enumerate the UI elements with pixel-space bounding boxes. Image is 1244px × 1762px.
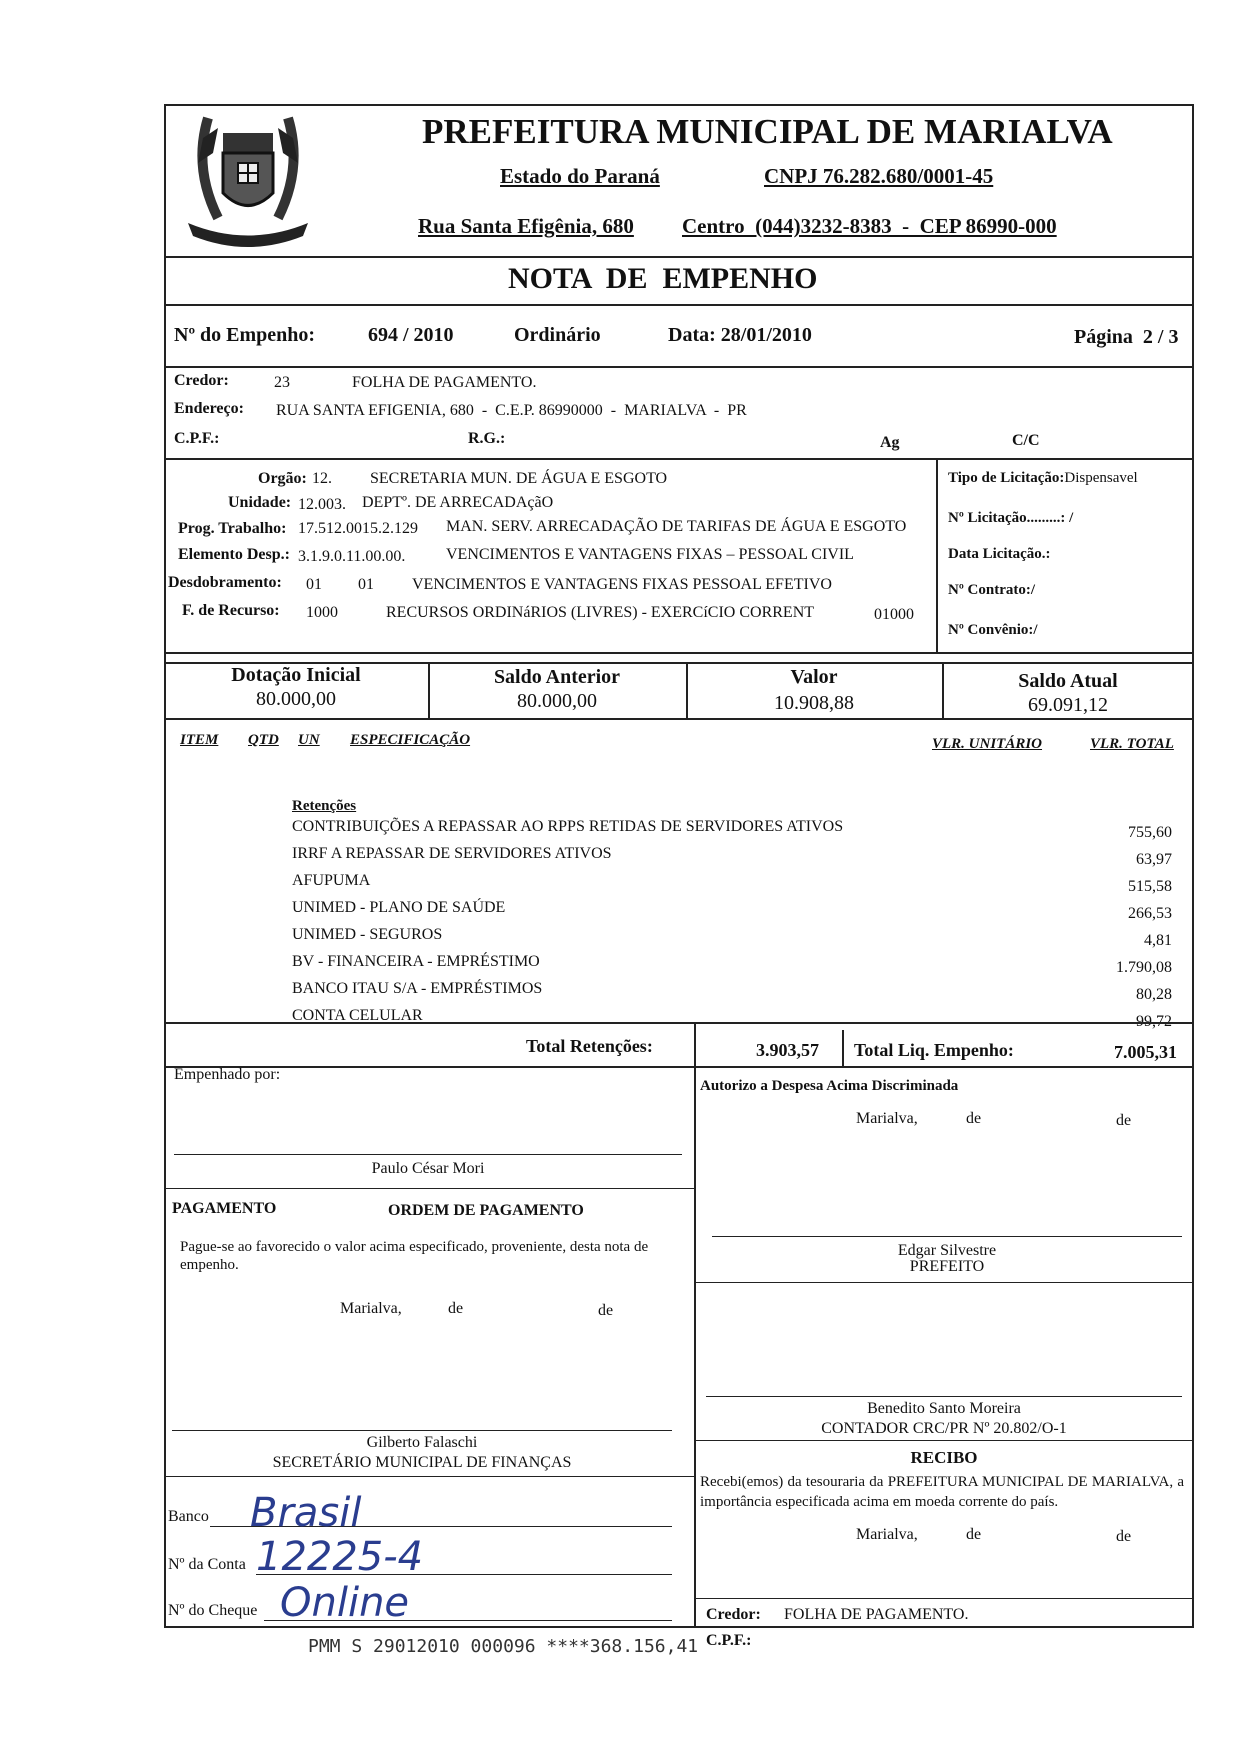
prog-desc: MAN. SERV. ARRECADAÇÃO DE TARIFAS DE ÁGUA E ESGOTO (446, 518, 907, 535)
signature-line (706, 1396, 1182, 1397)
retencoes-heading: Retenções (292, 798, 357, 814)
valor-label: Valor (790, 666, 838, 688)
elemento-desc: VENCIMENTOS E VANTAGENS FIXAS – PESSOAL CIVIL (446, 546, 854, 563)
date-de-2: de (1116, 1528, 1132, 1545)
list-item: AFUPUMA 515,58 (292, 872, 1172, 895)
numero-convenio: Nº Convênio:/ (948, 622, 1038, 638)
divider (164, 1476, 694, 1477)
signature-line (172, 1430, 672, 1431)
empenho-number-label: Nº do Empenho: (174, 324, 316, 346)
address-details: Centro (044)3232-8383 - CEP 86990-000 (682, 214, 1057, 238)
total-retencoes-value: 3.903,57 (756, 1040, 819, 1060)
credor-label: Credor: (174, 372, 229, 389)
tipo-licitacao-label: Tipo de Licitação:Dispensavel (948, 470, 1138, 486)
unidade-code: 12.003. (298, 496, 346, 513)
orgao-code: 12. (312, 470, 332, 487)
orgao-desc: SECRETARIA MUN. DE ÁGUA E ESGOTO (370, 470, 668, 487)
total-liquido-value: 7.005,31 (1114, 1042, 1177, 1062)
gilberto-name: Gilberto Falaschi (366, 1434, 478, 1451)
document-title: NOTA DE EMPENHO (508, 262, 818, 295)
signature-line (174, 1154, 682, 1155)
col-qtd: QTD (248, 732, 279, 748)
divider (164, 1066, 1194, 1068)
ag-label: Ag (880, 434, 900, 451)
edgar-name: Edgar Silvestre (897, 1242, 997, 1259)
pague-se-text: Pague-se ao favorecido o valor acima especificado, proveniente, desta nota de empenho. (180, 1239, 649, 1273)
divider (164, 1188, 694, 1189)
pagamento-label: PAGAMENTO (172, 1200, 277, 1217)
data-licitacao: Data Licitação.: (948, 546, 1051, 562)
fonte-label: F. de Recurso: (182, 602, 280, 619)
divider (694, 1282, 1194, 1283)
date-de-2: de (1116, 1112, 1132, 1129)
divider (164, 366, 1194, 368)
divider (164, 256, 1194, 258)
contador-title: CONTADOR CRC/PR Nº 20.802/O-1 (821, 1420, 1067, 1437)
fonte-desc: RECURSOS ORDINáRIOS (LIVRES) - EXERCíCIO CORRENT (386, 604, 815, 621)
col-vlr-total: VLR. TOTAL (1090, 736, 1174, 752)
credor-address: RUA SANTA EFIGENIA, 680 - C.E.P. 86990000 - MARIALVA - PR (276, 402, 747, 419)
prog-code: 17.512.0015.2.129 (298, 520, 418, 537)
valor-value: 10.908,88 (774, 692, 854, 714)
date-de-2: de (598, 1302, 614, 1319)
coat-of-arms-logo (178, 108, 318, 258)
cpf-label: C.P.F.: (174, 430, 220, 447)
page-title: PREFEITURA MUNICIPAL DE MARIALVA (422, 112, 1113, 151)
saldo-anterior-value: 80.000,00 (517, 690, 597, 712)
page-number: Página 2 / 3 (1074, 326, 1179, 348)
empenho-type: Ordinário (514, 324, 601, 346)
divider (164, 652, 1194, 654)
autorizo-label: Autorizo a Despesa Acima Discriminada (700, 1078, 959, 1094)
recibo-cpf-label: C.P.F.: (706, 1632, 752, 1649)
divider (164, 304, 1194, 306)
saldo-atual-label: Saldo Atual (1018, 670, 1118, 692)
desdobramento-a: 01 (306, 576, 322, 593)
prog-label: Prog. Trabalho: (178, 520, 287, 537)
col-especificacao: ESPECIFICAÇÃO (350, 732, 471, 748)
list-item: UNIMED - PLANO DE SAÚDE 266,53 (292, 899, 1172, 922)
col-vlr-unitario: VLR. UNITÁRIO (932, 736, 1043, 752)
orgao-label: Orgão: (258, 470, 307, 487)
city-label: Marialva, (856, 1110, 918, 1127)
elemento-label: Elemento Desp.: (178, 546, 290, 563)
divider (164, 718, 1194, 720)
credor-code: 23 (274, 374, 290, 391)
divider (694, 1440, 1194, 1441)
benedito-name: Benedito Santo Moreira (867, 1400, 1021, 1417)
numero-contrato: Nº Contrato:/ (948, 582, 1036, 598)
recibo-text: Recebi(emos) da tesouraria da PREFEITURA MUNICIPAL DE MARIALVA, a importância especificada acima em moeda corrente do país. (700, 1474, 1184, 1510)
retencoes-list (292, 816, 1172, 1032)
recibo-credor-value: FOLHA DE PAGAMENTO. (784, 1606, 969, 1623)
recibo-credor-label: Credor: (706, 1606, 761, 1623)
conta-handwriting: 12225-4 (256, 1534, 424, 1580)
cnpj: CNPJ 76.282.680/0001-45 (764, 164, 994, 188)
list-item: CONTRIBUIÇÕES A REPASSAR AO RPPS RETIDAS DE SERVIDORES ATIVOS 755,60 (292, 818, 1172, 841)
signature-line (712, 1236, 1182, 1237)
fonte-code: 1000 (306, 604, 338, 621)
street-address: Rua Santa Efigênia, 680 (418, 214, 634, 238)
empenhado-por-label: Empenhado por: (174, 1066, 281, 1083)
paulo-name: Paulo César Mori (371, 1160, 485, 1177)
col-item: ITEM (180, 732, 219, 748)
fonte-extra: 01000 (874, 606, 914, 623)
list-item: CONTA CELULAR 99,72 (292, 1007, 1172, 1030)
date-de-1: de (966, 1526, 982, 1543)
list-item: BV - FINANCEIRA - EMPRÉSTIMO 1.790,08 (292, 953, 1172, 976)
cheque-handwriting: Online (280, 1580, 410, 1626)
divider (164, 458, 1194, 460)
divider (164, 1022, 1194, 1024)
total-liquido-label: Total Liq. Empenho: (854, 1040, 1014, 1060)
city-label: Marialva, (856, 1526, 918, 1543)
city-label: Marialva, (340, 1300, 402, 1317)
empenho-number: 694 / 2010 (368, 324, 454, 346)
rg-label: R.G.: (468, 430, 506, 447)
empenho-date: Data: 28/01/2010 (668, 324, 812, 346)
date-de-1: de (966, 1110, 982, 1127)
ordem-pagamento-label: ORDEM DE PAGAMENTO (388, 1202, 584, 1219)
credor-name: FOLHA DE PAGAMENTO. (352, 374, 537, 391)
prefeito-title: PREFEITO (909, 1258, 985, 1275)
address-label: Endereço: (174, 400, 244, 417)
state-name: Estado do Paraná (500, 164, 660, 188)
recibo-label: RECIBO (910, 1448, 978, 1467)
col-un: UN (298, 732, 320, 748)
list-item: IRRF A REPASSAR DE SERVIDORES ATIVOS 63,97 (292, 845, 1172, 868)
footer-stamp: PMM S 29012010 000096 ****368.156,41 (308, 1636, 699, 1657)
dotacao-value: 80.000,00 (256, 688, 336, 710)
desdobramento-b: 01 (358, 576, 374, 593)
list-item: UNIMED - SEGUROS 4,81 (292, 926, 1172, 949)
tipo-licitacao-value: Dispensavel (1064, 470, 1138, 486)
conta-label: Nº da Conta (168, 1556, 246, 1573)
saldo-anterior-label: Saldo Anterior (493, 666, 621, 688)
saldo-atual-value: 69.091,12 (1028, 694, 1108, 716)
unidade-desc: DEPTº. DE ARRECADAçãO (362, 494, 554, 511)
unidade-label: Unidade: (228, 494, 292, 511)
list-item: BANCO ITAU S/A - EMPRÉSTIMOS 80,28 (292, 980, 1172, 1003)
secretario-title: SECRETÁRIO MUNICIPAL DE FINANÇAS (272, 1454, 572, 1471)
cheque-label: Nº do Cheque (168, 1602, 258, 1619)
desdobramento-desc: VENCIMENTOS E VANTAGENS FIXAS PESSOAL EFETIVO (412, 576, 832, 593)
divider (842, 1030, 844, 1066)
dotacao-label: Dotação Inicial (231, 664, 361, 686)
divider (936, 458, 938, 652)
elemento-code: 3.1.9.0.11.00.00. (298, 548, 406, 565)
banco-label: Banco (168, 1508, 209, 1525)
divider (694, 1598, 1194, 1599)
divider (694, 1022, 696, 1066)
desdobramento-label: Desdobramento: (168, 574, 282, 591)
divider (694, 1066, 696, 1628)
cc-label: C/C (1012, 432, 1040, 449)
numero-licitacao: Nº Licitação.........: / (948, 510, 1074, 526)
date-de-1: de (448, 1300, 464, 1317)
total-retencoes-label: Total Retenções: (526, 1036, 653, 1056)
banco-handwriting: Brasil (250, 1490, 362, 1536)
